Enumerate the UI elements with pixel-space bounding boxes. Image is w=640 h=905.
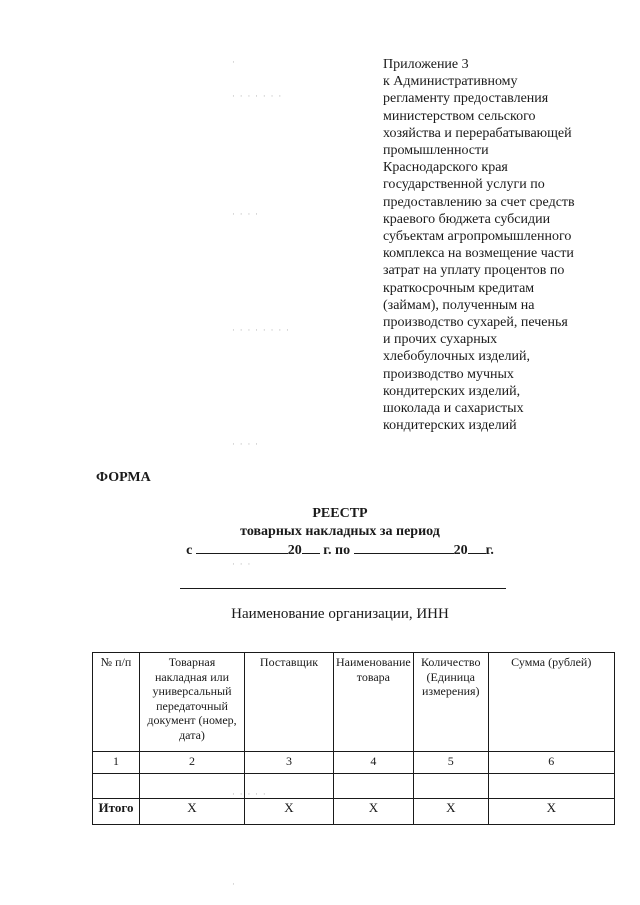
- empty-cell[interactable]: [488, 774, 614, 799]
- total-label: Итого: [93, 799, 140, 825]
- date-to-blank[interactable]: [354, 541, 454, 554]
- period-suffix: г.: [485, 543, 494, 558]
- period-year-1: 20: [287, 543, 302, 558]
- appendix-line: комплекса на возмещение части: [383, 246, 574, 262]
- total-mark: Х: [245, 799, 334, 825]
- appendix-line: промышленности: [383, 143, 489, 159]
- total-row: [93, 799, 615, 825]
- appendix-line: производство мучных: [383, 366, 514, 382]
- appendix-line: хлебобулочных изделий,: [383, 349, 530, 365]
- organization-name-field[interactable]: [180, 588, 506, 589]
- appendix-line: регламенту предоставления: [383, 91, 549, 107]
- scan-noise: · · ·: [232, 560, 252, 570]
- header-cell: № п/п: [93, 653, 140, 752]
- column-number-cell: 2: [140, 752, 245, 774]
- total-mark: Х: [140, 799, 245, 825]
- registry-title: РЕЕСТР: [312, 506, 368, 521]
- appendix-line: к Административному: [383, 74, 518, 90]
- header-cell: Наименование товара: [334, 653, 414, 752]
- year-to-blank[interactable]: [468, 541, 486, 554]
- appendix-line: субъектам агропромышленного: [383, 229, 572, 245]
- header-cell: Сумма (рублей): [488, 653, 614, 752]
- registry-subtitle: товарных накладных за период: [240, 524, 440, 539]
- empty-cell[interactable]: [93, 774, 140, 799]
- appendix-block: [383, 56, 623, 434]
- date-from-blank[interactable]: [196, 541, 288, 554]
- appendix-line: кондитерских изделий,: [383, 383, 521, 399]
- appendix-line: Краснодарского края: [383, 160, 508, 176]
- scan-noise: ·: [232, 880, 236, 890]
- scan-noise: · · · ·: [232, 440, 260, 450]
- appendix-line: хозяйства и перерабатывающей: [383, 125, 572, 141]
- period-year-2: 20: [453, 543, 468, 558]
- column-number-cell: 1: [93, 752, 140, 774]
- total-mark: Х: [334, 799, 414, 825]
- appendix-line: краевого бюджета субсидии: [383, 211, 551, 227]
- appendix-line: шоколада и сахаристых: [383, 401, 524, 417]
- column-number-cell: 4: [334, 752, 414, 774]
- total-mark: Х: [488, 799, 614, 825]
- column-number-row: [93, 752, 615, 774]
- appendix-line: (займам), полученным на: [383, 297, 535, 313]
- table-row: [93, 774, 615, 799]
- appendix-line: предоставлению за счет средств: [383, 194, 575, 210]
- appendix-line: затрат на уплату процентов по: [383, 263, 565, 279]
- header-cell: Поставщик: [245, 653, 334, 752]
- empty-cell[interactable]: [334, 774, 414, 799]
- year-from-blank[interactable]: [302, 541, 320, 554]
- column-number-cell: 6: [488, 752, 614, 774]
- appendix-line: Приложение 3: [383, 57, 469, 72]
- scan-noise: · · · · · · ·: [232, 92, 283, 102]
- table-header-row: [93, 653, 615, 752]
- total-mark: Х: [413, 799, 488, 825]
- empty-cell[interactable]: [413, 774, 488, 799]
- form-label: ФОРМА: [96, 470, 151, 485]
- column-number-cell: 5: [413, 752, 488, 774]
- scan-noise: · · · · ·: [232, 790, 267, 800]
- scan-noise: ·: [232, 58, 236, 68]
- header-cell: Товарная накладная или универсальный передаточный документ (номер, дата): [140, 653, 245, 752]
- column-number-cell: 3: [245, 752, 334, 774]
- scan-noise: · · · · · · · ·: [232, 326, 290, 336]
- registry-table: [92, 652, 615, 825]
- appendix-line: кондитерских изделий: [383, 418, 517, 434]
- period-prefix: с: [186, 543, 193, 558]
- period-mid: г. по: [323, 543, 351, 558]
- appendix-line: министерством сельского: [383, 108, 536, 124]
- appendix-line: и прочих сухарных: [383, 332, 498, 348]
- scan-noise: · · · ·: [232, 210, 260, 220]
- period-line: [160, 541, 520, 559]
- empty-cell[interactable]: [140, 774, 245, 799]
- appendix-line: краткосрочным кредитам: [383, 280, 535, 296]
- appendix-line: производство сухарей, печенья: [383, 315, 568, 331]
- header-cell: Количество (Единица измерения): [413, 653, 488, 752]
- organization-label: Наименование организации, ИНН: [231, 606, 449, 622]
- appendix-line: государственной услуги по: [383, 177, 545, 193]
